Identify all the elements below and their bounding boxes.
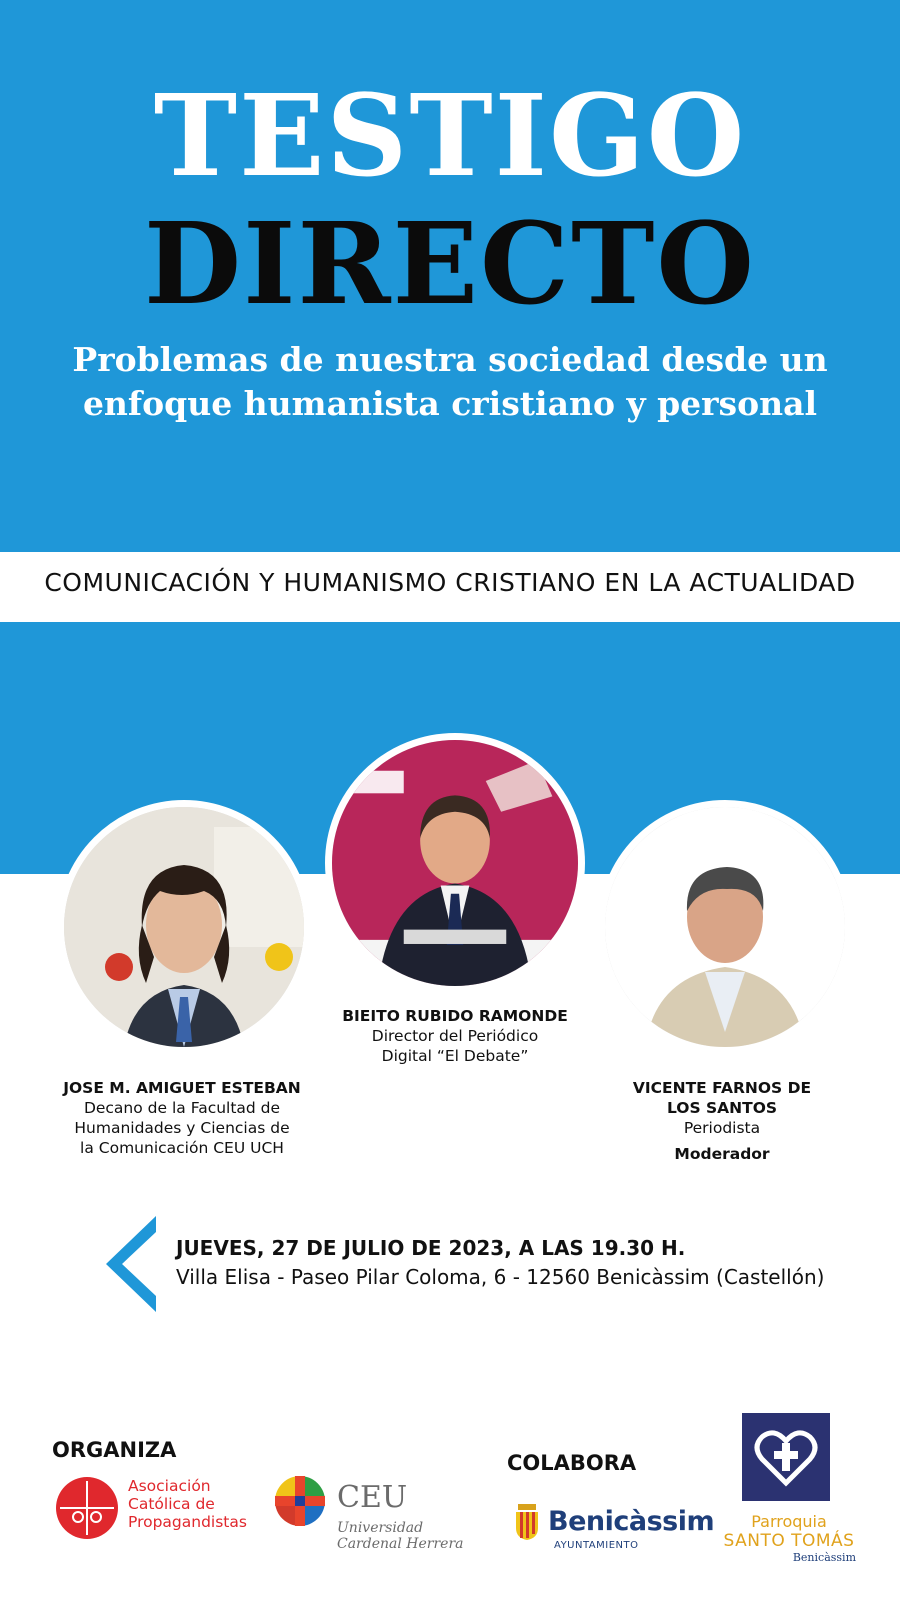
speaker-photo-farnos xyxy=(598,800,852,1054)
portrait-illustration xyxy=(64,807,304,1047)
coat-of-arms-icon xyxy=(514,1504,540,1540)
title-line-1: TESTIGO xyxy=(153,71,747,202)
title-line-2: DIRECTO xyxy=(143,199,756,330)
heart-cross-icon xyxy=(742,1413,830,1501)
acdp-logo xyxy=(56,1477,266,1543)
event-date: JUEVES, 27 DE JULIO DE 2023, A LAS 19.30 H. xyxy=(176,1236,686,1260)
parish-name xyxy=(714,1513,864,1564)
speaker-name-line: VICENTE FARNOS DE xyxy=(632,1079,812,1097)
speaker-caption-rubido xyxy=(330,1006,580,1066)
parish-emblem xyxy=(742,1413,830,1501)
parish-name-line: Parroquia xyxy=(751,1512,827,1531)
speaker-photo-amiguet xyxy=(57,800,311,1054)
benicassim-logo xyxy=(514,1504,715,1564)
speaker-role-line: Digital “El Debate” xyxy=(381,1047,529,1065)
colabora-label: COLABORA xyxy=(507,1451,637,1475)
subtitle-line-1: Problemas de nuestra sociedad desde un xyxy=(72,340,828,379)
acdp-name-line: Católica de xyxy=(128,1495,215,1513)
acdp-name-line: Asociación xyxy=(128,1477,211,1495)
moderator-label: Moderador xyxy=(674,1145,770,1163)
event-place: Villa Elisa - Paseo Pilar Coloma, 6 - 12560 Benicàssim (Castellón) xyxy=(176,1265,825,1289)
subtitle-line-2: enfoque humanista cristiano y personal xyxy=(82,384,818,423)
speaker-role-line: Periodista xyxy=(683,1119,761,1137)
organiza-label: ORGANIZA xyxy=(52,1438,177,1462)
parish-name-line: SANTO TOMÁS xyxy=(723,1531,855,1551)
speaker-name: JOSE M. AMIGUET ESTEBAN xyxy=(63,1079,301,1097)
speaker-name-line: LOS SANTOS xyxy=(666,1099,778,1117)
speaker-role-line: Director del Periódico xyxy=(371,1027,539,1045)
parish-location: Benicàssim xyxy=(792,1551,856,1564)
speaker-role-line: la Comunicación CEU UCH xyxy=(80,1139,284,1157)
ceu-name: CEU xyxy=(337,1480,408,1515)
ceu-subtitle-line: Cardenal Herrera xyxy=(337,1536,464,1552)
ceu-logo xyxy=(275,1476,465,1556)
acdp-name-line: Propagandistas xyxy=(128,1513,247,1531)
speaker-photo-rubido xyxy=(325,733,585,993)
topic-title: COMUNICACIÓN Y HUMANISMO CRISTIANO EN LA ACTUALIDAD xyxy=(44,568,856,597)
speaker-role-line: Humanidades y Ciencias de xyxy=(74,1119,290,1137)
speaker-role-line: Decano de la Facultad de xyxy=(83,1099,281,1117)
ceu-emblem-icon xyxy=(275,1476,325,1526)
subtitle xyxy=(40,338,860,426)
speaker-caption-farnos xyxy=(612,1078,832,1164)
speaker-caption-amiguet xyxy=(62,1078,302,1158)
speaker-name: BIEITO RUBIDO RAMONDE xyxy=(342,1007,568,1025)
chevron-left-icon xyxy=(106,1216,162,1312)
acdp-name xyxy=(128,1477,247,1531)
portrait-illustration xyxy=(605,807,845,1047)
ceu-subtitle xyxy=(337,1520,464,1552)
portrait-illustration xyxy=(332,740,578,986)
benicassim-name: Benicàssim xyxy=(548,1506,715,1537)
ceu-subtitle-line: Universidad xyxy=(337,1520,424,1536)
acdp-emblem-icon xyxy=(56,1477,118,1539)
benicassim-subtitle: AYUNTAMIENTO xyxy=(554,1540,639,1551)
